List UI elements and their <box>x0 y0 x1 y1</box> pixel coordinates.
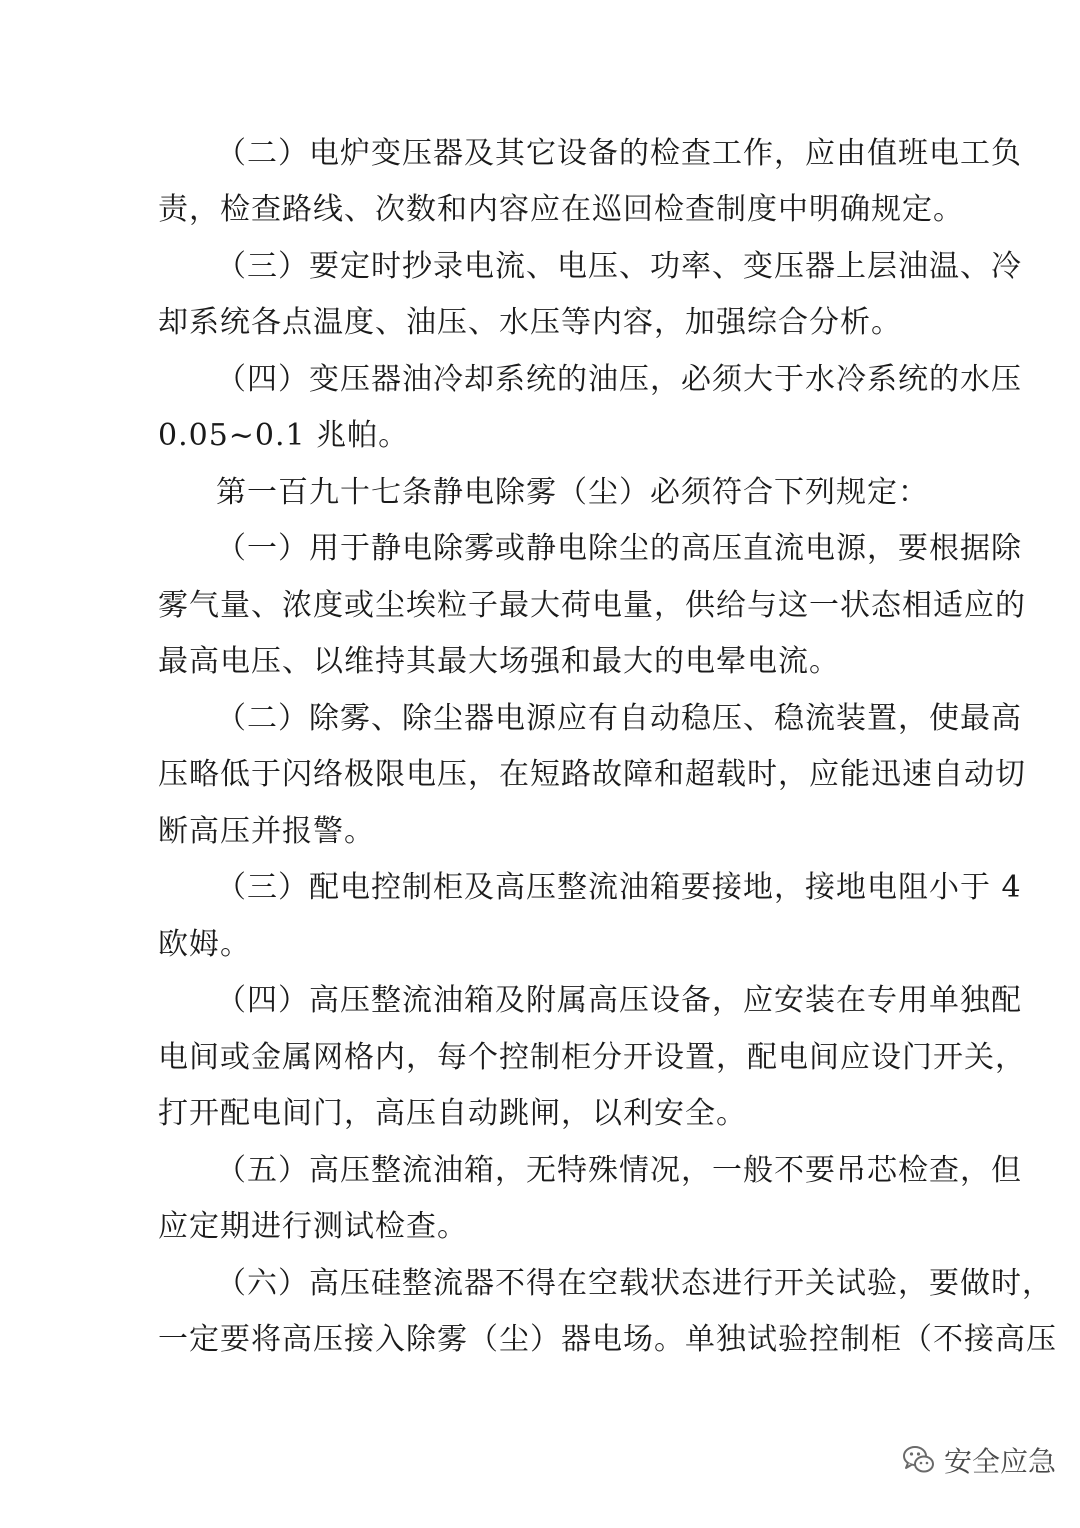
article-heading: 第一百九十七条静电除雾（尘）必须符合下列规定： <box>216 475 929 510</box>
wechat-icon <box>902 1443 936 1477</box>
paragraph-line: （四）高压整流油箱及附属高压设备，应安装在专用单独配 <box>216 983 1022 1018</box>
paragraph-line: 应定期进行测试检查。 <box>158 1209 468 1244</box>
paragraph-line: 责，检查路线、次数和内容应在巡回检查制度中明确规定。 <box>158 192 964 227</box>
paragraph-line: 欧姆。 <box>158 927 251 962</box>
watermark-label: 安全应急 <box>944 1445 1057 1478</box>
paragraph-line: （五）高压整流油箱，无特殊情况，一般不要吊芯检查，但 <box>216 1153 1022 1188</box>
paragraph-line: 最高电压、以维持其最大场强和最大的电晕电流。 <box>158 644 840 679</box>
paragraph-line: （三）配电控制柜及高压整流油箱要接地，接地电阻小于 4 <box>216 870 1022 905</box>
paragraph-line: 断高压并报警。 <box>158 814 375 849</box>
paragraph-line: （六）高压硅整流器不得在空载状态进行开关试验，要做时， <box>216 1266 1053 1301</box>
paragraph-line: 却系统各点温度、油压、水压等内容，加强综合分析。 <box>158 305 902 340</box>
paragraph-line: （一）用于静电除雾或静电除尘的高压直流电源，要根据除 <box>216 531 1022 566</box>
watermark <box>902 1440 1056 1480</box>
paragraph-line: （四）变压器油冷却系统的油压，必须大于水冷系统的水压 <box>216 362 1022 397</box>
paragraph-line: （二）电炉变压器及其它设备的检查工作，应由值班电工负 <box>216 136 1022 171</box>
paragraph-line: （二）除雾、除尘器电源应有自动稳压、稳流装置，使最高 <box>216 701 1022 736</box>
paragraph-line: 一定要将高压接入除雾（尘）器电场。单独试验控制柜（不接高压 <box>158 1322 1057 1357</box>
paragraph-line: 打开配电间门，高压自动跳闸，以利安全。 <box>158 1096 747 1131</box>
paragraph-line: 压略低于闪络极限电压，在短路故障和超载时，应能迅速自动切 <box>158 757 1026 792</box>
paragraph-line: （三）要定时抄录电流、电压、功率、变压器上层油温、冷 <box>216 249 1022 284</box>
paragraph-line: 0.05~0.1 兆帕。 <box>158 418 410 453</box>
paragraph-line: 雾气量、浓度或尘埃粒子最大荷电量，供给与这一状态相适应的 <box>158 588 1026 623</box>
paragraph-line: 电间或金属网格内，每个控制柜分开设置，配电间应设门开关， <box>158 1040 1026 1075</box>
